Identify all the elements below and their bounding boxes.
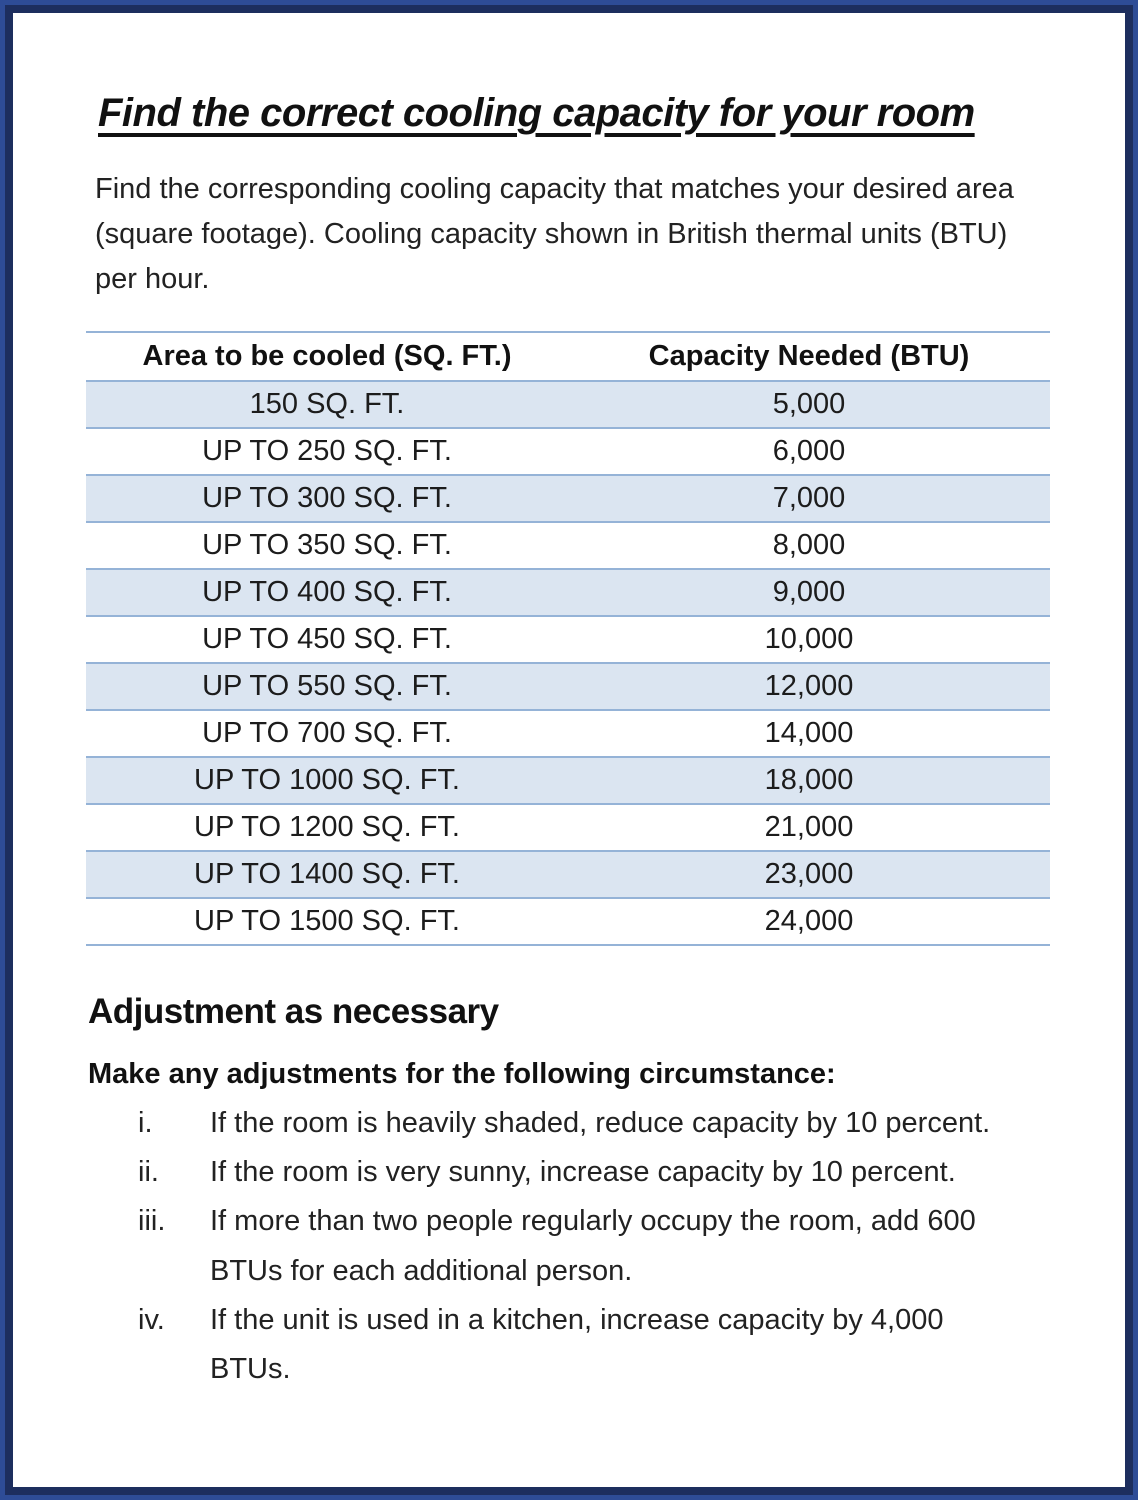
- area-cell: UP TO 450 SQ. FT.: [202, 622, 452, 655]
- area-cell: UP TO 550 SQ. FT.: [202, 669, 452, 702]
- adjustment-heading: Adjustment as necessary: [88, 991, 499, 1031]
- area-cell: UP TO 250 SQ. FT.: [202, 434, 452, 467]
- adjustment-list: [86, 1099, 1054, 1395]
- table-row: [86, 617, 1050, 664]
- capacity-cell: 9,000: [772, 575, 846, 608]
- table-row: [86, 852, 1050, 899]
- list-marker: iv.: [138, 1304, 165, 1336]
- list-marker: iii.: [138, 1205, 166, 1238]
- list-item-text: If the room is very sunny, increase capacity by 10 percent.: [210, 1156, 956, 1189]
- page-border-frame: [5, 5, 1133, 1495]
- table-row: [86, 758, 1050, 805]
- list-item: [86, 1099, 1054, 1148]
- capacity-cell: 5,000: [772, 387, 846, 420]
- intro-paragraph: Find the corresponding cooling capacity that matches your desired area (square footage). Cooling capacity shown in British thermal units (BTU) per hour.: [95, 173, 1014, 295]
- capacity-cell: 10,000: [764, 622, 854, 655]
- capacity-cell: 7,000: [772, 481, 846, 514]
- area-cell: UP TO 400 SQ. FT.: [202, 575, 452, 608]
- capacity-cell: 14,000: [764, 716, 854, 749]
- table-row: [86, 664, 1050, 711]
- capacity-cell: 23,000: [764, 857, 854, 890]
- list-item: [86, 1197, 1054, 1296]
- adjustment-lead: Make any adjustments for the following circumstance:: [88, 1057, 836, 1090]
- area-cell: UP TO 1400 SQ. FT.: [194, 857, 460, 890]
- table-row: [86, 711, 1050, 758]
- area-cell: UP TO 700 SQ. FT.: [202, 716, 452, 749]
- cooling-capacity-table: [86, 331, 1050, 946]
- capacity-cell: 12,000: [764, 669, 854, 702]
- area-cell: UP TO 1200 SQ. FT.: [194, 810, 460, 843]
- capacity-cell: 24,000: [764, 904, 854, 937]
- list-item-text: If more than two people regularly occupy the room, add 600 BTUs for each additional person.: [210, 1205, 976, 1287]
- table-row: [86, 899, 1050, 946]
- table-row: [86, 570, 1050, 617]
- capacity-cell: 6,000: [772, 434, 846, 467]
- area-cell: 150 SQ. FT.: [249, 387, 405, 420]
- capacity-cell: 21,000: [764, 810, 854, 843]
- table-row: [86, 429, 1050, 476]
- list-item: [86, 1296, 1054, 1395]
- capacity-cell: 8,000: [772, 528, 846, 561]
- column-header-area: Area to be cooled (SQ. FT.): [142, 339, 512, 372]
- capacity-cell: 18,000: [764, 763, 854, 796]
- area-cell: UP TO 300 SQ. FT.: [202, 481, 452, 514]
- area-cell: UP TO 1500 SQ. FT.: [194, 904, 460, 937]
- list-item-text: If the unit is used in a kitchen, increase capacity by 4,000 BTUs.: [210, 1304, 944, 1386]
- area-cell: UP TO 350 SQ. FT.: [202, 528, 452, 561]
- column-header-capacity: Capacity Needed (BTU): [648, 339, 970, 372]
- list-item-text: If the room is heavily shaded, reduce capacity by 10 percent.: [210, 1106, 991, 1139]
- table-row: [86, 476, 1050, 523]
- list-item: [86, 1148, 1054, 1197]
- list-marker: ii.: [138, 1156, 159, 1189]
- table-header-row: [86, 333, 1050, 382]
- list-marker: i.: [138, 1106, 153, 1139]
- table-row: [86, 805, 1050, 852]
- table-row: [86, 523, 1050, 570]
- table-row: [86, 382, 1050, 429]
- page-title: Find the correct cooling capacity for your room: [98, 91, 975, 135]
- area-cell: UP TO 1000 SQ. FT.: [194, 763, 460, 796]
